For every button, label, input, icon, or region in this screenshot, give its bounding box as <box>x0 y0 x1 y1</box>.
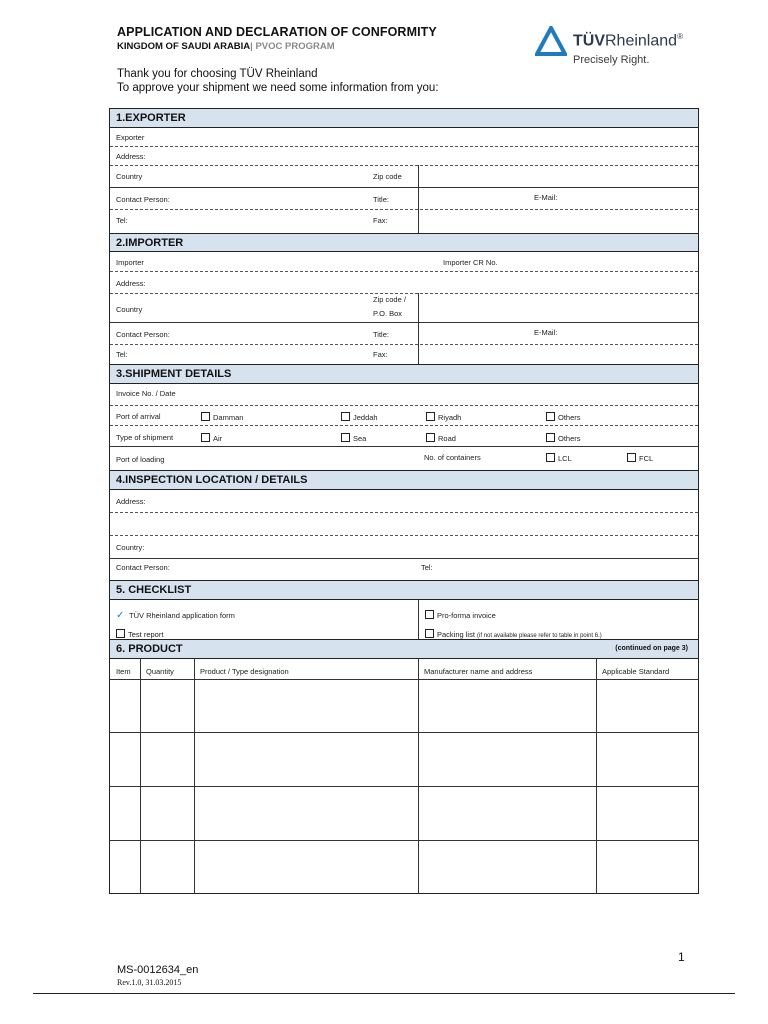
footer-rule <box>33 993 735 994</box>
col-divider <box>596 659 597 893</box>
exporter-contact-label: Contact Person: <box>116 195 170 204</box>
logo-brand: TÜVRheinland® <box>573 32 683 50</box>
table-row[interactable] <box>110 732 698 733</box>
document-subtitle <box>117 41 335 52</box>
checkbox-others-type[interactable]: Others <box>546 433 581 443</box>
divider <box>418 293 419 364</box>
revision: Rev.1.0, 31.03.2015 <box>117 978 182 987</box>
table-row[interactable] <box>110 786 698 787</box>
inspection-country-label: Country: <box>116 543 145 552</box>
type-shipment-label: Type of shipment <box>116 433 174 442</box>
divider <box>110 322 698 323</box>
inspection-address-label: Address: <box>116 497 146 506</box>
continued-note: (continued on page 3) <box>615 645 688 652</box>
intro-line-2: To approve your shipment we need some information from you: <box>117 82 439 94</box>
divider <box>110 558 698 559</box>
exporter-country-label: Country <box>116 172 143 181</box>
invoice-label: Invoice No. / Date <box>116 389 176 398</box>
check-icon: ✓ <box>116 610 125 621</box>
section-exporter-heading: 1.EXPORTER <box>110 109 698 128</box>
inspection-address-field-2[interactable] <box>110 535 698 536</box>
divider <box>110 425 698 426</box>
col-standard: Applicable Standard <box>602 667 670 676</box>
inspection-address-field-1[interactable] <box>110 512 698 513</box>
invoice-field[interactable] <box>110 405 698 406</box>
intro-line-1: Thank you for choosing TÜV Rheinland <box>117 68 318 80</box>
checkbox-riyadh[interactable]: Riyadh <box>426 412 461 422</box>
col-divider <box>418 659 419 893</box>
importer-address-field[interactable] <box>110 293 698 294</box>
importer-zip-label-2: P.O. Box <box>373 309 403 318</box>
tuv-triangle-icon <box>535 26 567 58</box>
document-id: MS-0012634_en <box>117 964 199 976</box>
divider <box>418 600 419 640</box>
subtitle-program: | PVOC PROGRAM <box>250 41 335 52</box>
divider <box>418 165 419 233</box>
inspection-contact-label: Contact Person: <box>116 563 170 572</box>
exporter-title-label: Title: <box>373 195 389 204</box>
importer-address-label: Address: <box>116 279 146 288</box>
checkbox-fcl[interactable]: FCL <box>627 453 653 463</box>
inspection-tel-label: Tel: <box>421 563 433 572</box>
checkbox-jeddah[interactable]: Jeddah <box>341 412 378 422</box>
section-shipment-heading: 3.SHIPMENT DETAILS <box>110 364 698 384</box>
section-checklist-heading: 5. CHECKLIST <box>110 580 698 600</box>
exporter-fax-label: Fax: <box>373 216 388 225</box>
exporter-address-label: Address: <box>116 152 146 161</box>
checkbox-lcl[interactable]: LCL <box>546 453 572 463</box>
table-row[interactable] <box>110 840 698 841</box>
checklist-proforma[interactable]: Pro-forma invoice <box>425 610 496 620</box>
section-inspection-heading: 4.INSPECTION LOCATION / DETAILS <box>110 470 698 490</box>
exporter-address-field[interactable] <box>110 165 698 166</box>
port-loading-label: Port of loading <box>116 455 165 464</box>
subtitle-country: KINGDOM OF SAUDI ARABIA <box>117 41 251 52</box>
divider <box>110 187 698 188</box>
exporter-email-label: E-Mail: <box>534 193 558 202</box>
application-form <box>109 108 699 894</box>
exporter-field[interactable] <box>110 146 698 147</box>
checkbox-air[interactable]: Air <box>201 433 222 443</box>
checklist-app-form[interactable]: ✓ TÜV Rheinland application form <box>116 610 235 621</box>
checkbox-others-arrival[interactable]: Others <box>546 412 581 422</box>
exporter-contact-field[interactable] <box>110 209 698 210</box>
checkbox-sea[interactable]: Sea <box>341 433 366 443</box>
section-importer-heading: 2.IMPORTER <box>110 233 698 252</box>
product-header-divider <box>110 679 698 680</box>
importer-title-label: Title: <box>373 330 389 339</box>
col-divider <box>194 659 195 893</box>
importer-field[interactable] <box>110 271 698 272</box>
col-divider <box>140 659 141 893</box>
col-item: Item <box>116 667 131 676</box>
importer-country-label: Country <box>116 305 143 314</box>
importer-fax-label: Fax: <box>373 350 388 359</box>
page-number: 1 <box>678 950 685 964</box>
col-quantity: Quantity <box>146 667 174 676</box>
port-arrival-label: Port of arrival <box>116 412 161 421</box>
checklist-test-report[interactable]: Test report <box>116 629 163 639</box>
col-manufacturer: Manufacturer name and address <box>424 667 533 676</box>
importer-label: Importer <box>116 258 144 267</box>
importer-zip-label-1: Zip code / <box>373 295 406 304</box>
tuv-logo <box>535 24 705 74</box>
logo-tagline: Precisely Right. <box>573 54 650 66</box>
col-product: Product / Type designation <box>200 667 289 676</box>
importer-contact-field[interactable] <box>110 344 698 345</box>
section-product-heading: 6. PRODUCT <box>110 639 698 659</box>
checkbox-road[interactable]: Road <box>426 433 456 443</box>
importer-contact-label: Contact Person: <box>116 330 170 339</box>
importer-email-label: E-Mail: <box>534 328 558 337</box>
importer-cr-label: Importer CR No. <box>443 258 498 267</box>
document-title: APPLICATION AND DECLARATION OF CONFORMITY <box>117 25 437 39</box>
exporter-tel-label: Tel: <box>116 216 128 225</box>
checklist-packing-list[interactable]: Packing list (if not available please refer to table in point 6.) <box>425 629 602 639</box>
divider <box>110 446 698 447</box>
containers-label: No. of containers <box>424 453 481 462</box>
checkbox-damman[interactable]: Damman <box>201 412 243 422</box>
exporter-zip-label: Zip code <box>373 172 402 181</box>
importer-tel-label: Tel: <box>116 350 128 359</box>
exporter-label: Exporter <box>116 133 145 142</box>
